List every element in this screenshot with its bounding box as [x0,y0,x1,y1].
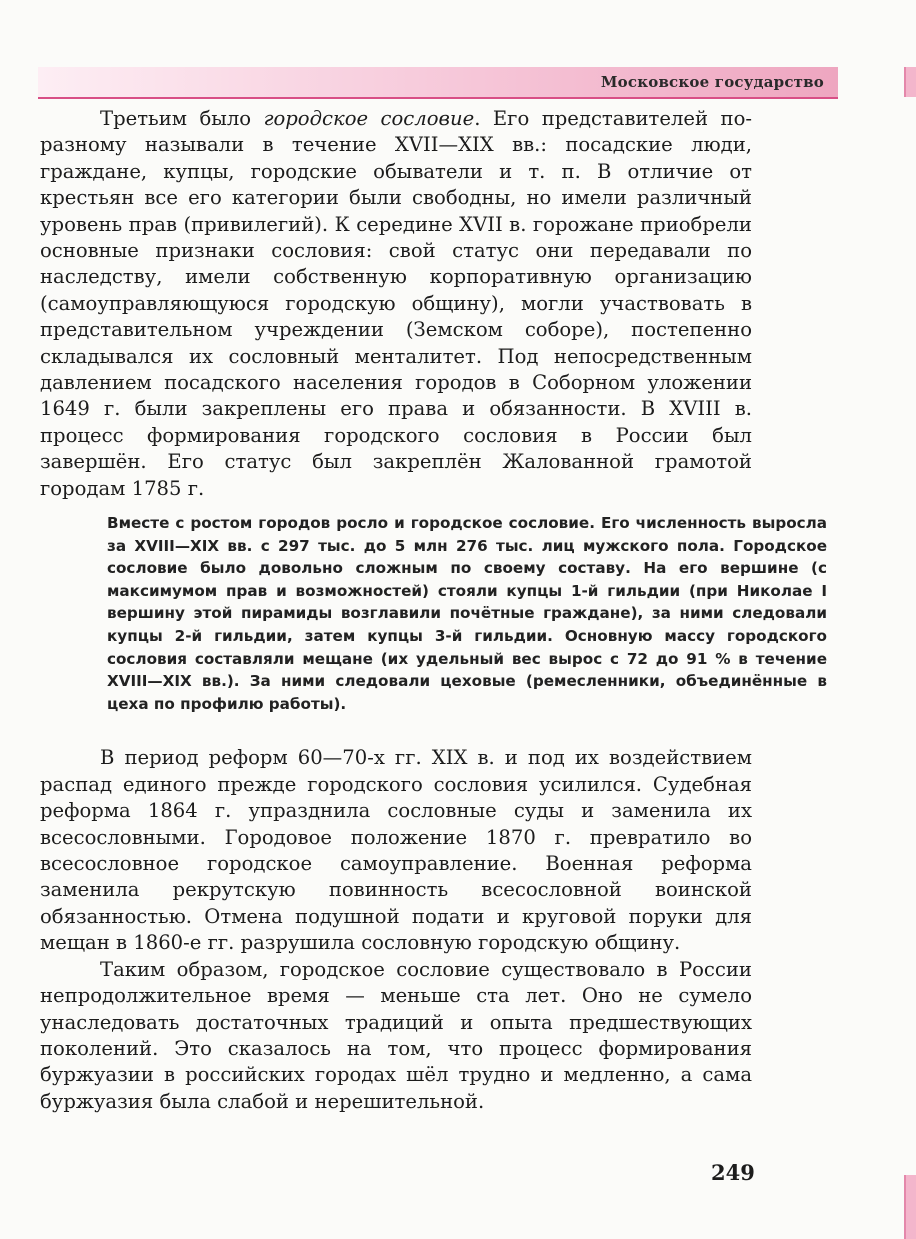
paragraph-1-lead: Третьим было [100,107,264,130]
page-edge-tab-bottom [904,1175,916,1239]
paragraph-3: Таким образом, городское сословие существовало в России непродолжительное время — меньше ста лет. Оно не сумело унаследовать достаточных традиций и опыта предшествующих поколений. Это сказалось на том, что процесс формирования буржуазии в российских городах шёл трудно и медленно, а сама буржуазия была слабой и нерешительной. [40,957,752,1113]
section-title: Московское государство [600,73,824,91]
page-edge-tab-top [904,67,916,97]
paragraph-1 [40,106,752,502]
running-header [38,67,838,99]
page-number: 249 [711,1160,755,1185]
main-text [40,106,827,1115]
paragraph-2: В период реформ 60—70-х гг. XIX в. и под их воздействием распад единого прежде городского сословия усилился. Судебная реформа 1864 г. упразднила сословные суды и заменила их всесословными. Городовое положение 1870 г. превратило во всесословное городское самоуправление. Военная реформа заменила рекрутскую повинность всесословной воинской обязанностью. Отмена подушной подати и круговой поруки для мещан в 1860-е гг. разрушила сословную городскую общину. [40,746,752,955]
paragraph-1-term: городское сословие [263,107,475,130]
supplementary-note: Вместе с ростом городов росло и городское сословие. Его численность выросла за XVIII—XIX вв. с 297 тыс. до 5 млн 276 тыс. лиц мужского пола. Городское сословие было довольно сложным по своему составу. На его вершине (с максимумом прав и возможностей) стояли купцы 1-й гильдии (при Николае I вершину этой пирамиды возглавили почётные граждане), за ними следовали купцы 2-й гильдии, затем купцы 3-й гильдии. Основную массу городского сословия составляли мещане (их удельный вес вырос с 72 до 91 % в течение XVIII—XIX вв.). За ними следовали цеховые (ремесленники, объединённые в цеха по профилю работы). [107,514,827,713]
paragraph-1-body: . Его представителей по-разному называли в течение XVII—XIX вв.: посадские люди, граждане, купцы, городские обыватели и т. п. В отличие от крестьян все его категории были свободны, но имели различный уровень прав (привилегий). К середине XVII в. горожане приобрели основные признаки сословия: свой статус они передавали по наследству, имели собственную корпоративную организацию (самоуправляющуюся городскую общину), могли участвовать в представительном учреждении (Земском соборе), постепенно складывался их сословный менталитет. Под непосредственным давлением посадского населения городов в Соборном уложении 1649 г. были закреплены его права и обязанности. В XVIII в. процесс формирования городского сословия в России был завершён. Его статус был закреплён Жалованной грамотой городам 1785 г. [40,107,753,500]
